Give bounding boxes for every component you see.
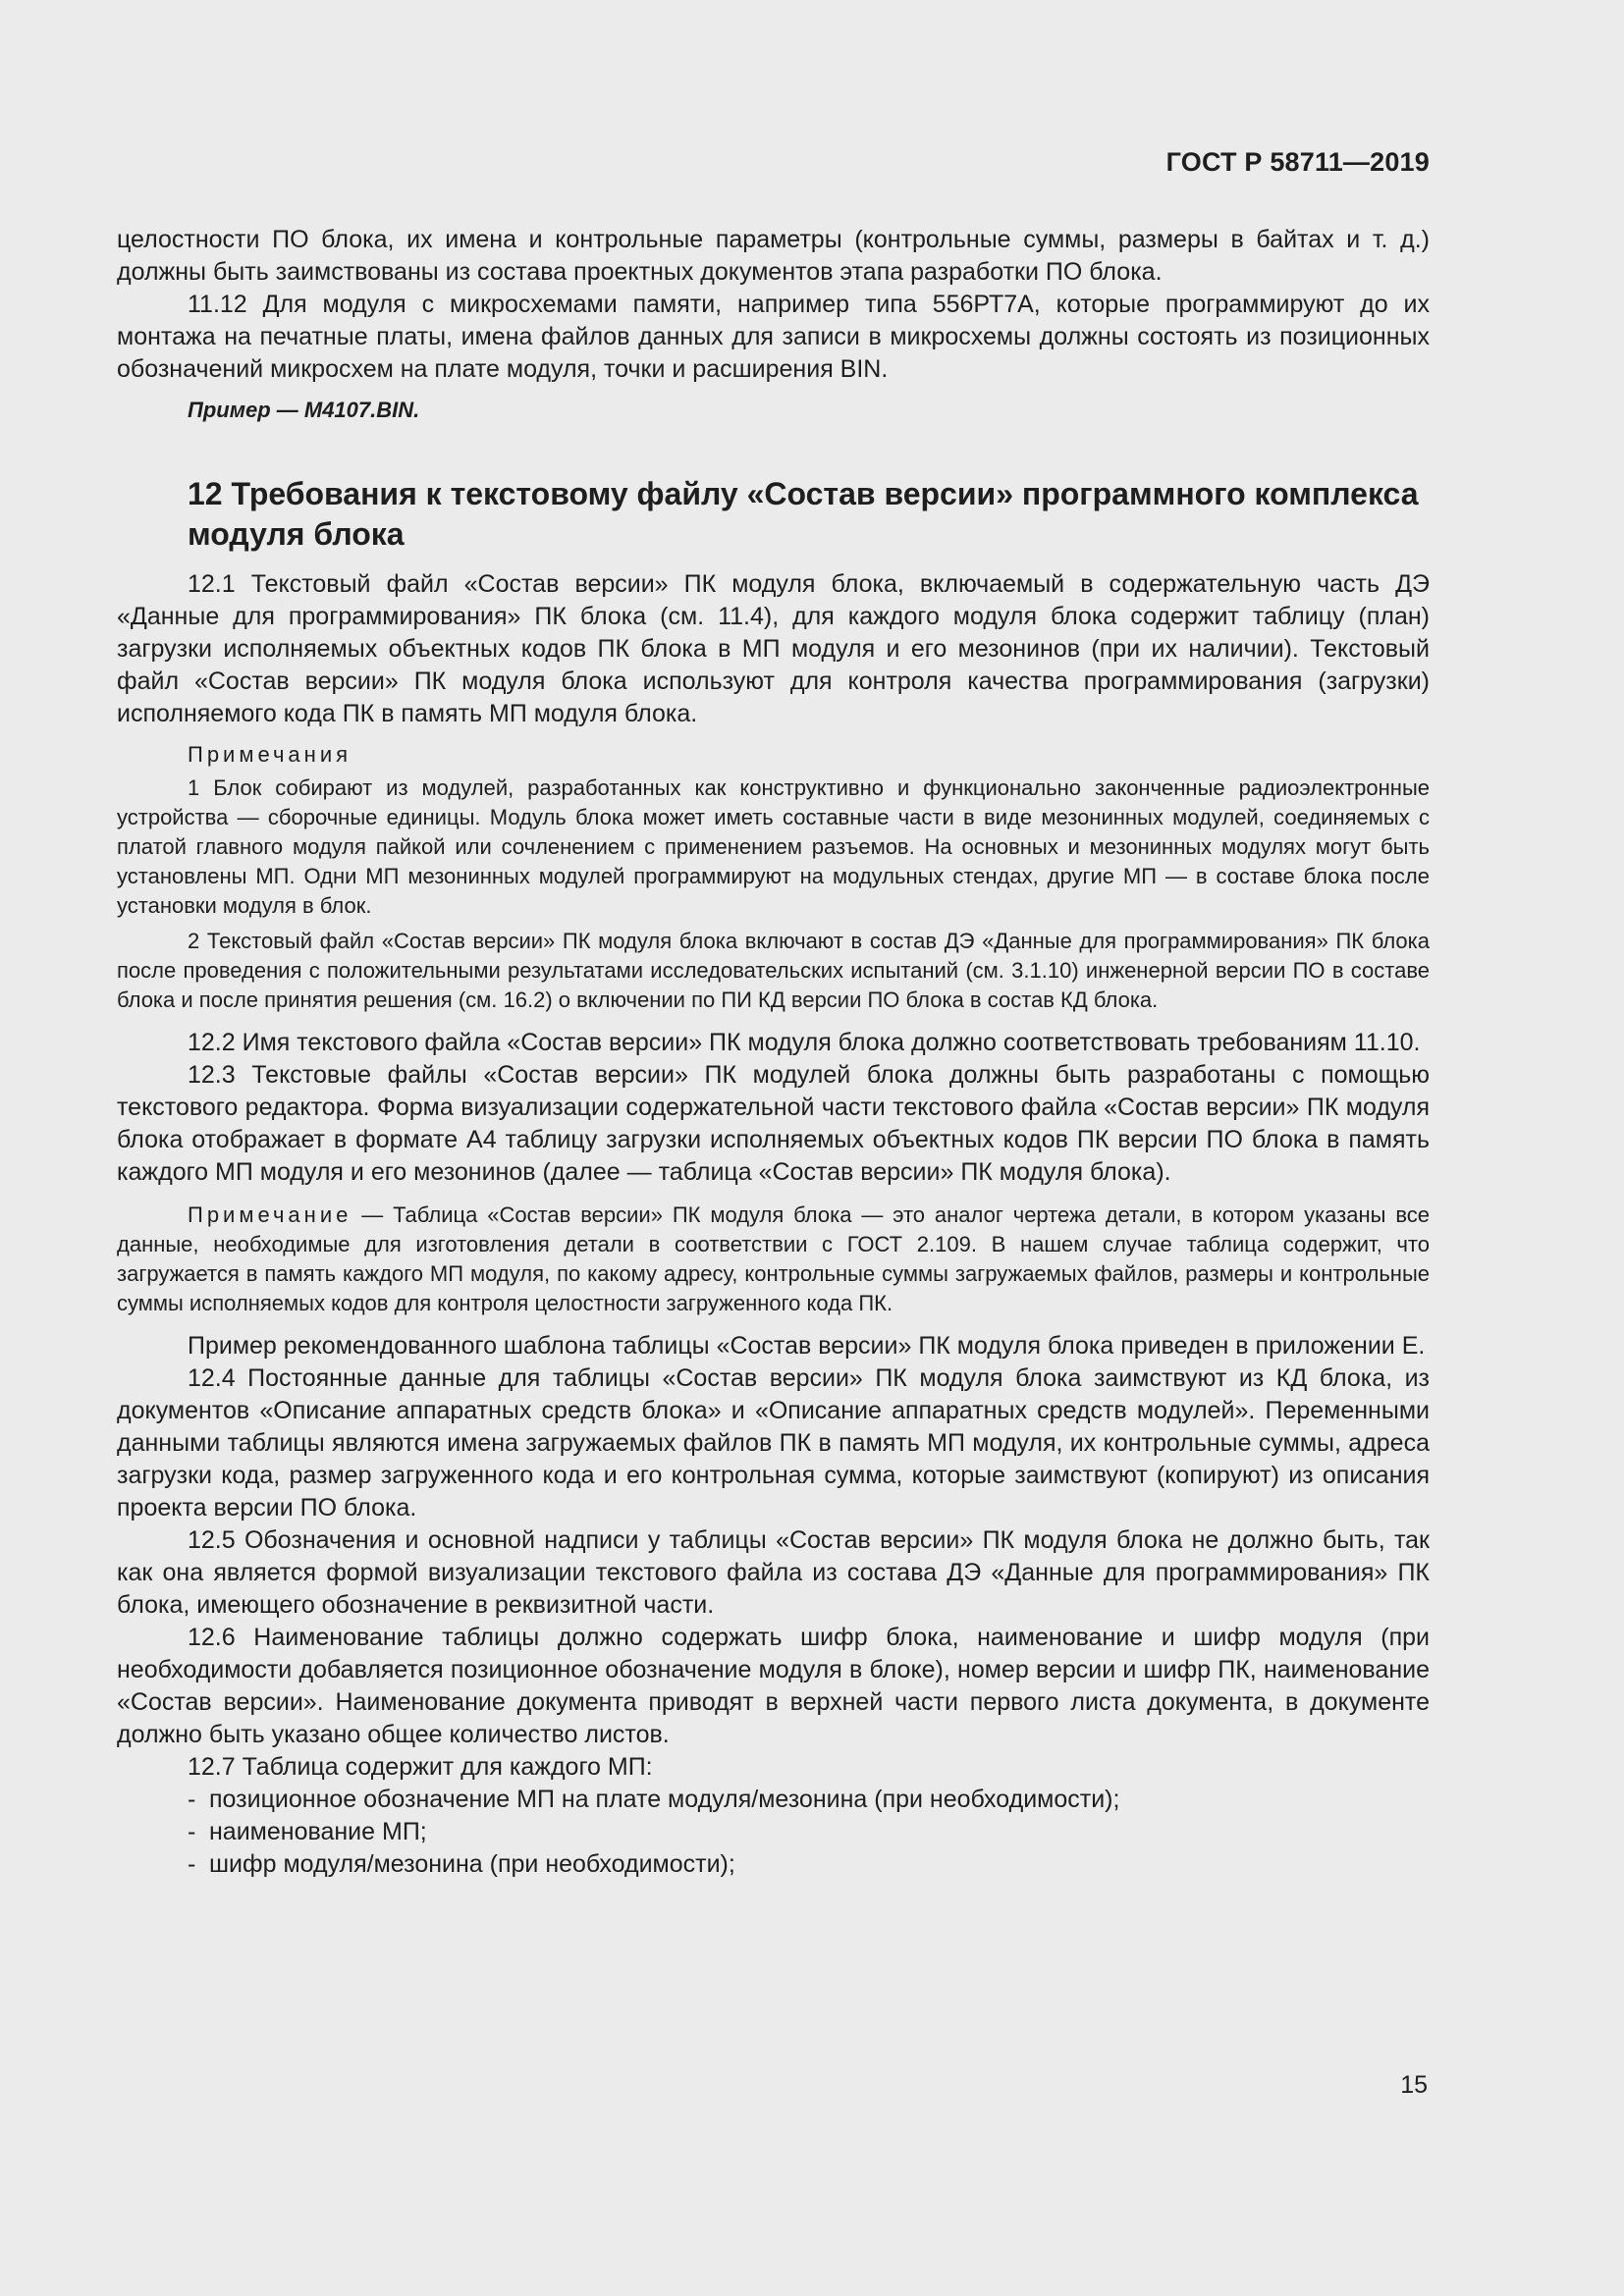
paragraph-12-3: 12.3 Текстовые файлы «Состав версии» ПК модулей блока должны быть разработаны с помощью текстового редактора. Форма визуализации содержательной части текстового файла «Состав версии» ПК модуля блока отображает в формате А4 таблицу загрузки исполняемых объектных кодов ПК версии ПО блока в память каждого МП модуля и его мезонинов (далее — таблица «Состав версии» ПК модуля блока). [117,1061,1430,1186]
paragraph-11-12: 11.12 Для модуля с микросхемами памяти, например типа 556РТ7А, которые программируют до их монтажа на печатные платы, имена файлов данных для записи в микросхемы должны состоять из позиционных обозначений микросхем на плате модуля, точки и расширения BIN. [117,291,1430,383]
list-item [117,1784,1430,1816]
note-1: 1 Блок собирают из модулей, разработанных как конструктивно и функционально законченные радиоэлектронные устройства — сборочные единицы. Модуль блока может иметь составные части в виде мезонинных модулей, соединяемых с платой главного модуля пайкой или сочленением с применением разъемов. На основных и мезонинных модулях могут быть установлены МП. Одни МП мезонинных модулей программируют на модульных стендах, другие МП — в составе блока после установки модуля в блок. [117,775,1430,918]
note-3-text: — Таблица «Состав версии» ПК модуля блока — это аналог чертежа детали, в котором указаны все данные, необходимые для изготовления детали в соответствии с ГОСТ 2.109. В нашем случае таблица содержит, что загружается в память каждого МП модуля, по какому адресу, контрольные суммы загружаемых файлов, размеры и контрольные суммы исполняемых кодов для контроля целостности загруженного кода ПК. [117,1202,1430,1315]
paragraph-12-4: 12.4 Постоянные данные для таблицы «Состав версии» ПК модуля блока заимствуют из КД блока, из документов «Описание аппаратных средств блока» и «Описание аппаратных средств модулей». Переменными данными таблицы являются имена загружаемых файлов ПК в память МП модуля, их контрольные суммы, адреса загрузки кода, размер загруженного кода и его контрольная сумма, которые заимствуют (копируют) из описания проекта версии ПО блока. [117,1364,1430,1522]
list-item-text: позиционное обозначение МП на плате модуля/мезонина (при необходимости); [209,1786,1120,1813]
paragraph-12-5: 12.5 Обозначения и основной надписи у таблицы «Состав версии» ПК модуля блока не должно быть, так как она является формой визуализации текстового файла из состава ДЭ «Данные для программирования» ПК блока, имеющего обозначение в реквизитной части. [117,1526,1430,1619]
note-3-label: Примечание [188,1202,352,1227]
note-3 [117,1201,1430,1318]
list-marker: - [188,1850,196,1878]
section-12-title: 12 Требования к текстовому файлу «Состав версии» программного комплекса модуля блока [188,476,1419,552]
list-item-text: наименование МП; [209,1818,427,1845]
paragraph-12-1: 12.1 Текстовый файл «Состав версии» ПК модуля блока, включаемый в содержательную часть ДЭ «Данные для программирования» ПК блока (см. 11.4), для каждого модуля блока содержит таблицу (план) загрузки исполняемых объектных кодов ПК блока в МП модуля и его мезонинов (при их наличии). Текстовый файл «Состав версии» ПК модуля блока используют для контроля качества программирования (загрузки) исполняемого кода ПК в память МП модуля блока. [117,570,1430,727]
note-2: 2 Текстовый файл «Состав версии» ПК модуля блока включают в состав ДЭ «Данные для программирования» ПК блока после проведения с положительными результатами исследовательских испытаний (см. 3.1.10) инженерной версии ПО в составе блока и после принятия решения (см. 16.2) о включении по ПИ КД версии ПО блока в состав КД блока. [117,929,1430,1012]
paragraph-12-7: 12.7 Таблица содержит для каждого МП: [188,1753,653,1781]
document-body [117,224,1430,1881]
notes-label: Примечания [188,742,352,767]
paragraph-12-6: 12.6 Наименование таблицы должно содержать шифр блока, наименование и шифр модуля (при необходимости добавляется позиционное обозначение модуля в блоке), номер версии и шифр ПК, наименование «Состав версии». Наименование документа приводят в верхней части первого листа документа, в документе должно быть указано общее количество листов. [117,1624,1430,1748]
list-item [117,1848,1430,1881]
list-item [117,1816,1430,1848]
page-number: 15 [1400,2071,1428,2099]
list-marker: - [188,1818,196,1845]
paragraph-12-2: 12.2 Имя текстового файла «Состав версии» ПК модуля блока должно соответствовать требованиям 11.10. [188,1029,1421,1056]
list-marker: - [188,1786,196,1813]
list-item-text: шифр модуля/мезонина (при необходимости); [209,1850,735,1878]
paragraph-example-reference: Пример рекомендованного шаблона таблицы «Состав версии» ПК модуля блока приведен в приложении Е. [188,1332,1426,1360]
paragraph-continuation: целостности ПО блока, их имена и контрольные параметры (контрольные суммы, размеры в байтах и т. д.) должны быть заимствованы из состава проектных документов этапа разработки ПО блока. [117,226,1430,286]
example-line: Пример — М4107.BIN. [188,398,420,422]
document-code-header: ГОСТ Р 58711—2019 [1165,147,1430,177]
